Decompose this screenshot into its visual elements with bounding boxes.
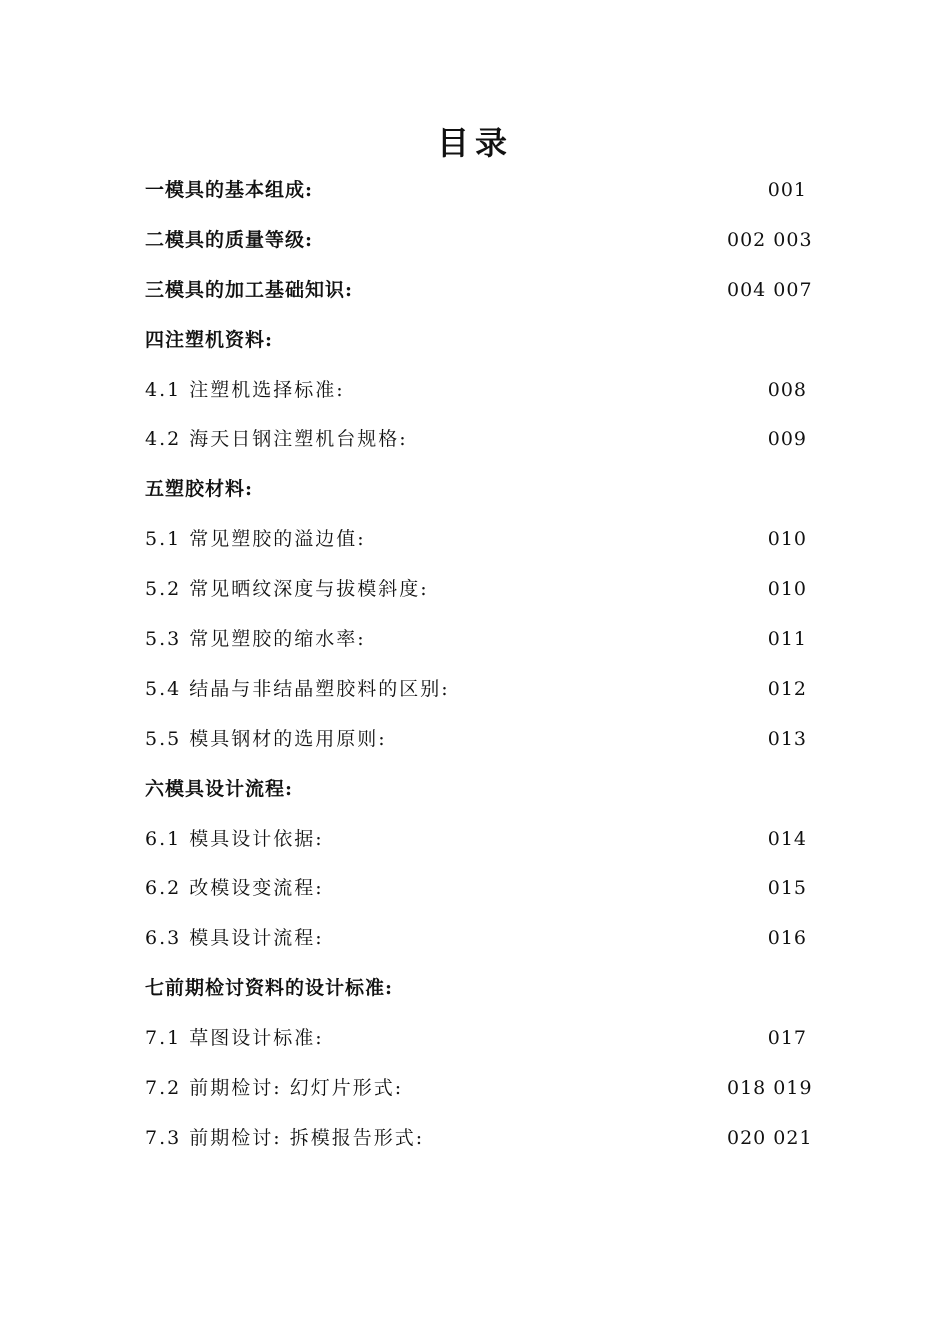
toc-entry-page: 015 [767,877,807,900]
toc-entry-page: 018 019 [727,1077,813,1100]
toc-entry [145,270,835,320]
toc-entry [145,519,835,569]
toc-entry-label: 5.2 常见晒纹深度与拔模斜度: [145,578,429,601]
toc-entry-page: 020 021 [727,1126,813,1149]
toc-entry-label: 7.3 前期检讨: 拆模报告形式: [145,1126,425,1149]
toc-entry-label: 6.1 模具设计依据: [145,827,324,850]
toc-entry [145,1018,835,1068]
toc-entry-page: 004 007 [727,278,813,301]
toc-entry-label: 4.2 海天日钢注塑机台规格: [145,428,408,451]
toc-entry-label: 二模具的质量等级: [145,228,314,251]
toc-entry-label: 一模具的基本组成: [145,179,314,201]
toc-entry-label: 6.2 改模设变流程: [145,877,324,900]
toc-entry-page: 002 003 [727,228,813,251]
toc-entry-label: 4.1 注塑机选择标准: [145,378,345,401]
toc-entry-label: 6.3 模具设计流程: [145,927,324,950]
toc-entry-label: 5.4 结晶与非结晶塑胶料的区别: [145,677,450,700]
toc-entry [145,469,835,519]
toc-entry [145,719,835,769]
toc-entry-label: 三模具的加工基础知识: [145,278,354,301]
toc-entry-label: 五塑胶材料: [145,478,254,501]
toc-entry [145,170,835,220]
toc-entry-page: 017 [767,1027,807,1050]
toc-entry-label: 六模具设计流程: [145,777,294,800]
toc-entry [145,868,835,918]
toc-entry [145,669,835,719]
toc-entry-label: 7.2 前期检讨: 幻灯片形式: [145,1077,404,1100]
toc-entry-page: 008 [767,378,807,401]
toc-entry-label: 5.1 常见塑胶的溢边值: [145,528,366,551]
toc-entry [145,569,835,619]
toc-entry-page: 001 [767,179,807,201]
toc-entry [145,1118,835,1168]
page-title: 目录 [436,124,513,162]
toc-entry [145,769,835,819]
toc-entry-page: 009 [767,428,807,451]
toc-entry [145,918,835,968]
toc-entry [145,619,835,669]
toc-entry [145,320,835,370]
toc-entry-label: 5.5 模具钢材的选用原则: [145,727,387,750]
table-of-contents [145,170,835,1168]
toc-entry [145,968,835,1018]
toc-entry-label: 7.1 草图设计标准: [145,1027,324,1050]
toc-entry-label: 5.3 常见塑胶的缩水率: [145,628,366,651]
toc-entry [145,1068,835,1118]
toc-entry-page: 010 [767,528,807,551]
toc-entry [145,370,835,420]
toc-entry-label: 七前期检讨资料的设计标准: [145,977,394,1000]
toc-entry [145,419,835,469]
toc-entry-label: 四注塑机资料: [145,328,274,351]
toc-entry-page: 010 [767,578,807,601]
toc-entry-page: 011 [767,628,807,651]
toc-entry-page: 016 [767,927,807,950]
toc-entry-page: 013 [767,727,807,750]
toc-entry-page: 012 [767,677,807,700]
toc-entry-page: 014 [767,827,807,850]
toc-entry [145,220,835,270]
toc-entry [145,819,835,869]
